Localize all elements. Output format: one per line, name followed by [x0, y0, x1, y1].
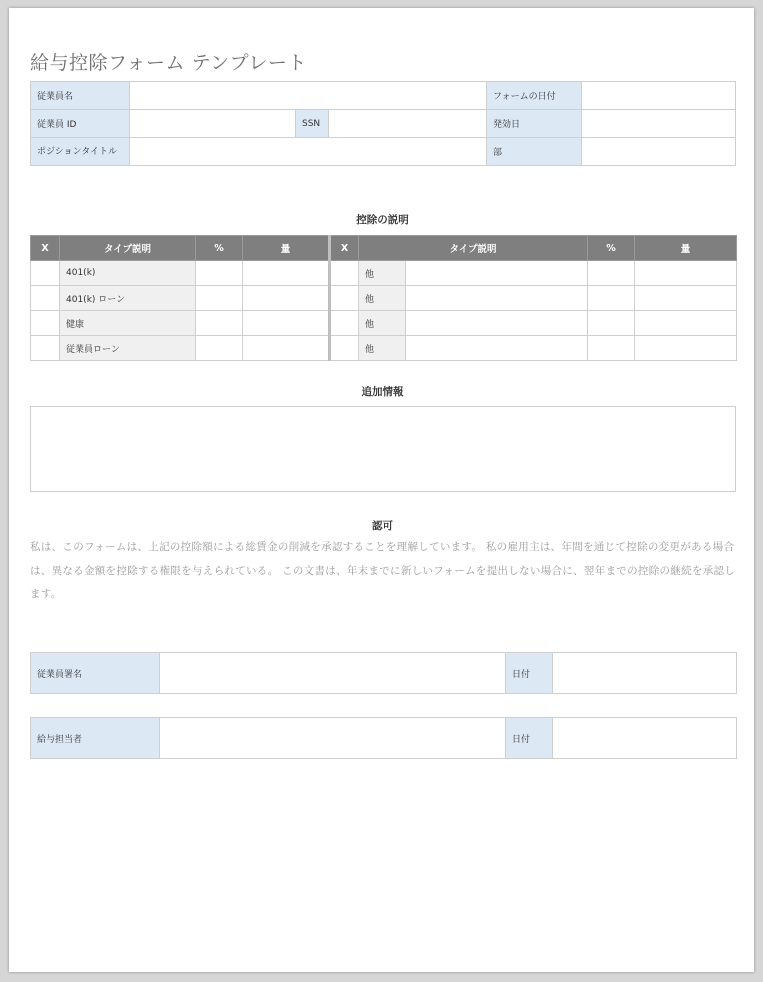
percent-cell[interactable] [588, 261, 635, 286]
employee-id-field[interactable] [130, 110, 296, 138]
employee-info-table [30, 81, 736, 166]
deduction-type-cell: 401(k) ローン [60, 286, 196, 311]
employee-name-label: 従業員名 [31, 82, 130, 110]
amount-cell[interactable] [635, 286, 737, 311]
additional-info-title: 追加情報 [361, 386, 404, 398]
header-amount-left: 量 [243, 236, 330, 261]
table-row [31, 311, 737, 336]
department-field[interactable] [582, 138, 736, 166]
percent-cell[interactable] [196, 261, 243, 286]
authorization-title: 認可 [372, 520, 393, 532]
other-description-cell[interactable] [406, 286, 588, 311]
checkbox-cell[interactable] [31, 286, 60, 311]
position-title-field[interactable] [130, 138, 487, 166]
employee-name-field[interactable] [130, 82, 487, 110]
percent-cell[interactable] [588, 336, 635, 361]
authorization-text: 私は、このフォームは、上記の控除額による総賃金の削減を承認することを理解しています。 私の雇用主は、年間を通じて控除の変更がある場合は、異なる金額を控除する権限を与えられている。 この文書は、年末までに新しいフォームを提出しない場合に、翌年までの控除の継続を承認します。 [30, 541, 736, 600]
header-x-right: X [330, 236, 359, 261]
payroll-date-field[interactable] [553, 718, 737, 759]
ssn-label: SSN [296, 110, 329, 138]
table-row [31, 336, 737, 361]
checkbox-cell[interactable] [31, 261, 60, 286]
page-title: 給与控除フォーム テンプレート [30, 52, 307, 74]
checkbox-cell[interactable] [31, 336, 60, 361]
effective-date-label: 発効日 [487, 110, 582, 138]
deduction-type-cell: 他 [359, 261, 406, 286]
additional-info-textarea[interactable] [30, 406, 736, 492]
deduction-type-cell: 健康 [60, 311, 196, 336]
checkbox-cell[interactable] [330, 311, 359, 336]
header-type-left: タイプ説明 [60, 236, 196, 261]
position-title-label: ポジションタイトル [31, 138, 130, 166]
header-amount-right: 量 [635, 236, 737, 261]
amount-cell[interactable] [243, 336, 330, 361]
form-date-label: フォームの日付 [487, 82, 582, 110]
deductions-section-title: 控除の説明 [356, 214, 409, 226]
table-row [31, 286, 737, 311]
department-label: 部 [487, 138, 582, 166]
employee-signature-table [30, 652, 737, 694]
deduction-type-cell: 他 [359, 286, 406, 311]
employee-signature-label: 従業員署名 [31, 653, 160, 694]
percent-cell[interactable] [588, 311, 635, 336]
effective-date-field[interactable] [582, 110, 736, 138]
date-label: 日付 [506, 653, 553, 694]
amount-cell[interactable] [635, 261, 737, 286]
checkbox-cell[interactable] [330, 286, 359, 311]
header-percent-left: % [196, 236, 243, 261]
checkbox-cell[interactable] [330, 261, 359, 286]
amount-cell[interactable] [243, 286, 330, 311]
checkbox-cell[interactable] [31, 311, 60, 336]
header-type-right: タイプ説明 [359, 236, 588, 261]
employee-id-label: 従業員 ID [31, 110, 130, 138]
amount-cell[interactable] [635, 336, 737, 361]
percent-cell[interactable] [196, 311, 243, 336]
payroll-manager-field[interactable] [160, 718, 506, 759]
other-description-cell[interactable] [406, 311, 588, 336]
amount-cell[interactable] [243, 311, 330, 336]
percent-cell[interactable] [196, 336, 243, 361]
deduction-type-cell: 他 [359, 336, 406, 361]
date-label: 日付 [506, 718, 553, 759]
header-x-left: X [31, 236, 60, 261]
deductions-table [30, 235, 737, 361]
checkbox-cell[interactable] [330, 336, 359, 361]
header-percent-right: % [588, 236, 635, 261]
payroll-signature-table [30, 717, 737, 759]
percent-cell[interactable] [196, 286, 243, 311]
deduction-type-cell: 従業員ローン [60, 336, 196, 361]
employee-signature-field[interactable] [160, 653, 506, 694]
deduction-type-cell: 401(k) [60, 261, 196, 286]
amount-cell[interactable] [635, 311, 737, 336]
other-description-cell[interactable] [406, 336, 588, 361]
table-row [31, 261, 737, 286]
deduction-type-cell: 他 [359, 311, 406, 336]
other-description-cell[interactable] [406, 261, 588, 286]
amount-cell[interactable] [243, 261, 330, 286]
ssn-field[interactable] [329, 110, 487, 138]
payroll-manager-label: 給与担当者 [31, 718, 160, 759]
percent-cell[interactable] [588, 286, 635, 311]
form-page [9, 8, 754, 972]
employee-date-field[interactable] [553, 653, 737, 694]
form-date-field[interactable] [582, 82, 736, 110]
